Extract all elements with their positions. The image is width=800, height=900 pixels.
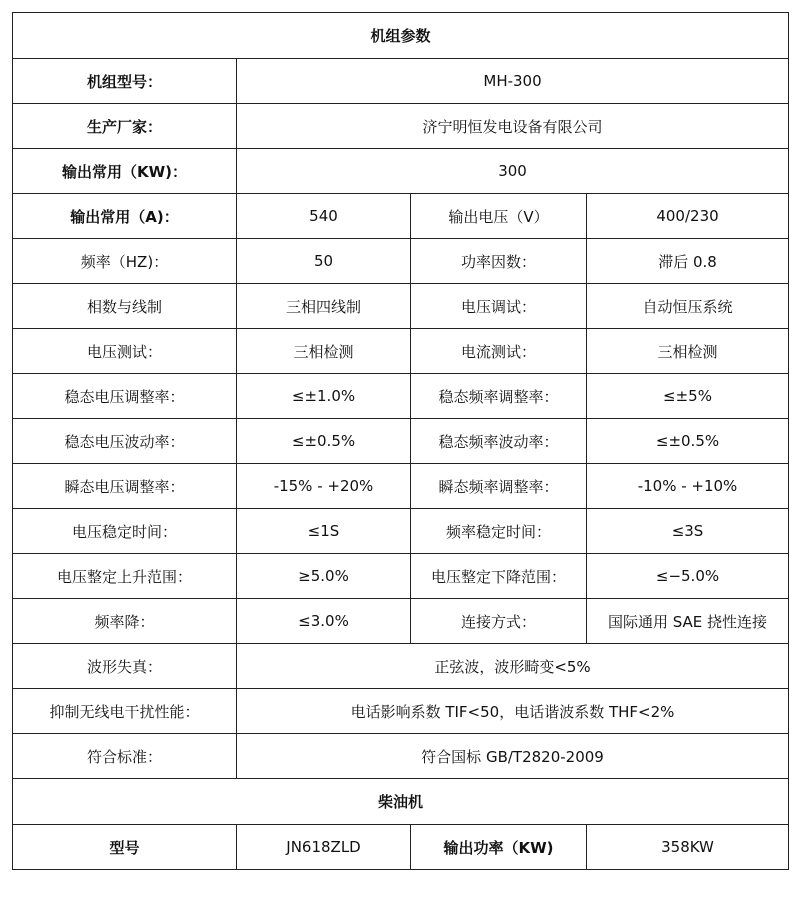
- row-label-right: 电流测试：: [411, 329, 587, 374]
- row-value-right: ≤3S: [587, 509, 789, 554]
- row-label-left: 频率降：: [13, 599, 237, 644]
- table-row: [13, 509, 789, 554]
- row-label-left: 电压稳定时间：: [13, 509, 237, 554]
- genset-spec-table: [12, 12, 789, 870]
- table-row: [13, 284, 789, 329]
- row-value-left: ≤1S: [237, 509, 411, 554]
- table-row: [13, 329, 789, 374]
- engine-power-label: 输出功率（KW): [411, 825, 587, 870]
- section-title-genset: 机组参数: [13, 13, 789, 59]
- row-value-right: ≤±0.5%: [587, 419, 789, 464]
- table-row: [13, 644, 789, 689]
- table-row: [13, 689, 789, 734]
- row-label-left: 相数与线制: [13, 284, 237, 329]
- row-value-left: 540: [237, 194, 411, 239]
- row-value-right: 400/230: [587, 194, 789, 239]
- engine-model-label: 型号: [13, 825, 237, 870]
- waveform-label: 波形失真：: [13, 644, 237, 689]
- table-row: [13, 239, 789, 284]
- row-label-right: 瞬态频率调整率：: [411, 464, 587, 509]
- radio-suppression-value: 电话影响系数 TIF<50，电话谐波系数 THF<2%: [237, 689, 789, 734]
- row-value-right: 滞后 0.8: [587, 239, 789, 284]
- row-label-right: 频率稳定时间：: [411, 509, 587, 554]
- output-kw-label: 输出常用（KW)：: [13, 149, 237, 194]
- model-value: MH-300: [237, 59, 789, 104]
- row-label-right: 稳态频率波动率：: [411, 419, 587, 464]
- table-row: [13, 734, 789, 779]
- row-label-left: 频率（HZ)：: [13, 239, 237, 284]
- row-label-left: 稳态电压波动率：: [13, 419, 237, 464]
- row-label-right: 稳态频率调整率：: [411, 374, 587, 419]
- row-value-left: ≤3.0%: [237, 599, 411, 644]
- row-label-left: 输出常用（A)：: [13, 194, 237, 239]
- section-header-row: [13, 779, 789, 825]
- standard-label: 符合标准：: [13, 734, 237, 779]
- row-value-left: 三相检测: [237, 329, 411, 374]
- row-label-left: 电压整定上升范围：: [13, 554, 237, 599]
- row-label-left: 电压测试：: [13, 329, 237, 374]
- row-label-right: 电压调试：: [411, 284, 587, 329]
- table-row: [13, 149, 789, 194]
- radio-suppression-label: 抑制无线电干扰性能：: [13, 689, 237, 734]
- row-value-right: 自动恒压系统: [587, 284, 789, 329]
- section-title-engine: 柴油机: [13, 779, 789, 825]
- waveform-value: 正弦波，波形畸变<5%: [237, 644, 789, 689]
- row-label-right: 功率因数：: [411, 239, 587, 284]
- row-label-right: 输出电压（V）: [411, 194, 587, 239]
- row-value-right: ≤±5%: [587, 374, 789, 419]
- row-label-left: 稳态电压调整率：: [13, 374, 237, 419]
- manufacturer-label: 生产厂家：: [13, 104, 237, 149]
- table-row: [13, 104, 789, 149]
- table-row: [13, 464, 789, 509]
- model-label: 机组型号：: [13, 59, 237, 104]
- row-value-left: ≥5.0%: [237, 554, 411, 599]
- row-value-left: 三相四线制: [237, 284, 411, 329]
- table-row: [13, 599, 789, 644]
- row-value-right: -10% - +10%: [587, 464, 789, 509]
- row-label-left: 瞬态电压调整率：: [13, 464, 237, 509]
- row-value-left: ≤±0.5%: [237, 419, 411, 464]
- table-row: [13, 419, 789, 464]
- standard-value: 符合国标 GB/T2820-2009: [237, 734, 789, 779]
- engine-power-value: 358KW: [587, 825, 789, 870]
- row-label-right: 连接方式：: [411, 599, 587, 644]
- row-value-left: ≤±1.0%: [237, 374, 411, 419]
- table-row: [13, 194, 789, 239]
- manufacturer-value: 济宁明恒发电设备有限公司: [237, 104, 789, 149]
- table-row: [13, 374, 789, 419]
- output-kw-value: 300: [237, 149, 789, 194]
- row-value-left: 50: [237, 239, 411, 284]
- table-row: [13, 59, 789, 104]
- row-value-right: ≤−5.0%: [587, 554, 789, 599]
- section-header-row: [13, 13, 789, 59]
- row-label-right: 电压整定下降范围：: [411, 554, 587, 599]
- table-row: [13, 825, 789, 870]
- engine-model-value: JN618ZLD: [237, 825, 411, 870]
- row-value-right: 国际通用 SAE 挠性连接: [587, 599, 789, 644]
- row-value-right: 三相检测: [587, 329, 789, 374]
- table-row: [13, 554, 789, 599]
- row-value-left: -15% - +20%: [237, 464, 411, 509]
